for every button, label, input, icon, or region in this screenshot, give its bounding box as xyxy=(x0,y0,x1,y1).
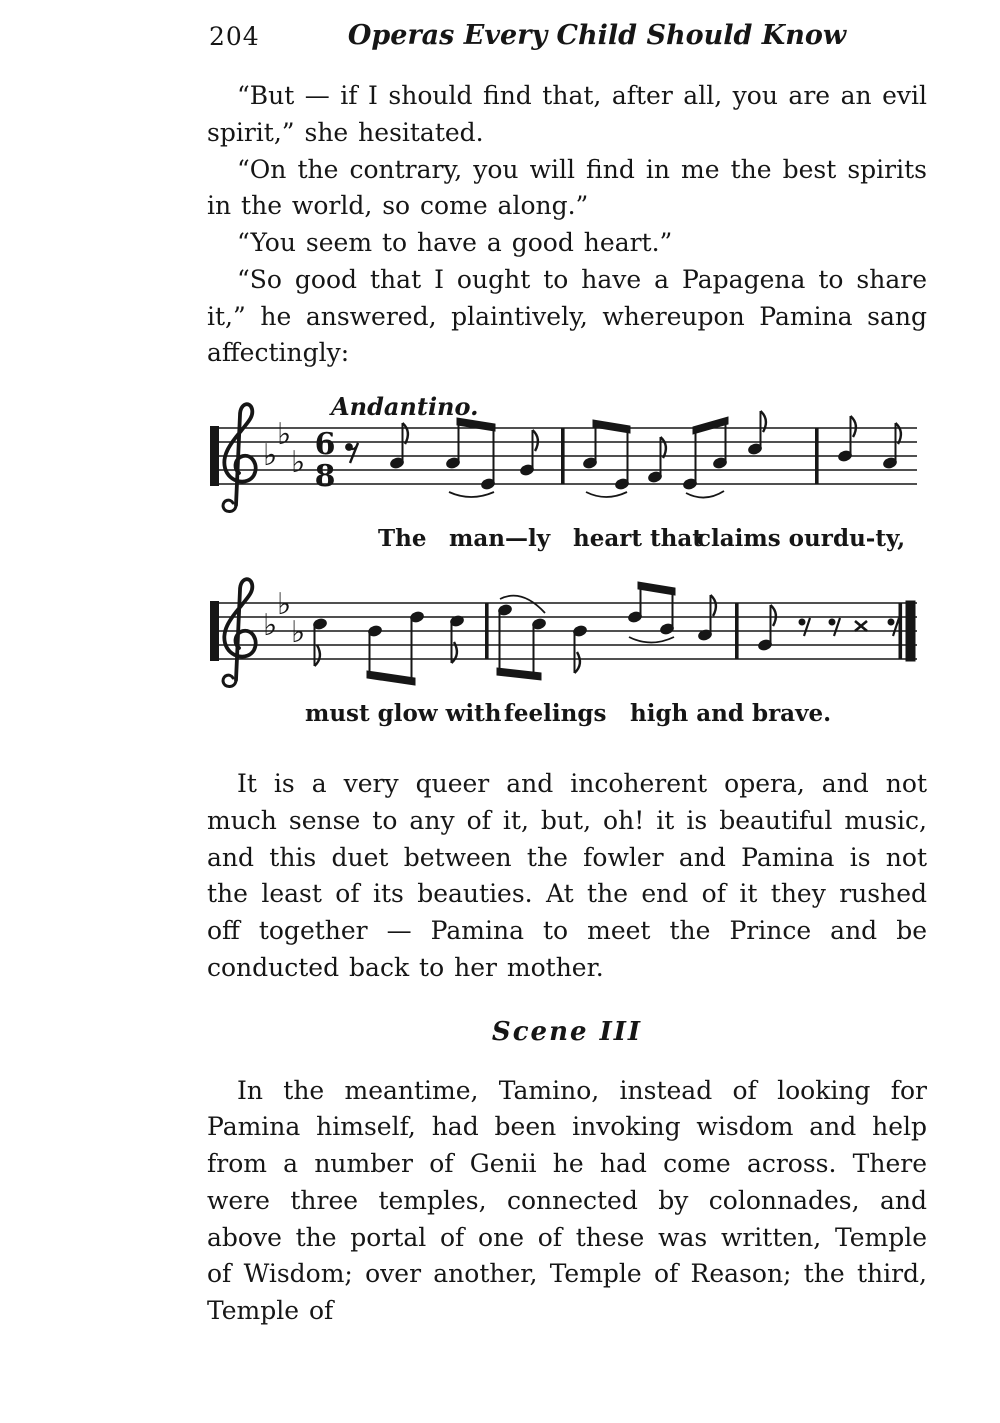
svg-text:♭: ♭ xyxy=(277,417,292,452)
treble-clef-icon xyxy=(223,404,256,511)
time-signature xyxy=(315,427,336,494)
paragraph: It is a very queer and incoherent opera, and not much sense to any of it, but, oh! it is beautiful music, and this duet between the fowler and Pamina is not the least of its beauties. At the end of it they rushed off together — Pamina to meet the Prince and be conducted back to her mother. xyxy=(207,769,927,982)
page-header xyxy=(207,0,927,66)
running-title: Operas Every Child Should Know xyxy=(347,20,847,51)
svg-text:♭: ♭ xyxy=(277,587,292,622)
lyric-syllable: The xyxy=(378,525,427,552)
svg-text:6: 6 xyxy=(314,427,336,462)
staff-1 xyxy=(205,398,925,523)
lyric-syllable: feelings xyxy=(504,700,607,727)
lyric-syllable: man—ly xyxy=(449,525,551,552)
svg-text:♭: ♭ xyxy=(291,445,306,480)
tempo-marking: Andantino. xyxy=(331,392,479,421)
final-barline-thin xyxy=(899,603,902,659)
eighth-rest-icon xyxy=(829,618,840,636)
eighth-rest-icon xyxy=(346,443,358,463)
paragraph: “On the contrary, you will find in me the best spirits in the world, so come along.” xyxy=(207,154,927,221)
treble-clef-icon xyxy=(223,579,256,686)
eighth-rest-icon xyxy=(799,618,810,636)
final-barline-thick xyxy=(906,601,915,661)
lyric-syllable: du-ty, xyxy=(833,525,906,552)
scene-heading: Scene III xyxy=(491,1016,643,1047)
notes xyxy=(312,582,915,685)
paragraph: In the meantime, Tamino, instead of looking for Pamina himself, had been invoking wisdom and help from a number of Genii he had come across. There were three temples, connected by colonnades, and above the portal of one of these was written, Temple of Wisdom; over another, Temple of Reason; the third, Temple of xyxy=(207,1075,927,1325)
paragraph: “You seem to have a good heart.” xyxy=(237,228,673,257)
music-system-2 xyxy=(205,573,929,734)
svg-text:♭: ♭ xyxy=(263,438,278,473)
eighth-rest-icon xyxy=(888,618,899,636)
lyrics-line-2 xyxy=(205,700,929,734)
sixteenth-rest-icon xyxy=(855,621,867,631)
page-number: 204 xyxy=(209,22,260,51)
lyrics-line-1 xyxy=(205,525,929,559)
lyric-syllable: high and brave. xyxy=(630,700,832,727)
svg-text:8: 8 xyxy=(314,459,336,494)
svg-text:♭: ♭ xyxy=(291,615,306,650)
paragraph: “So good that I ought to have a Papagena to share it,” he answered, plaintively, whereupon Pamina sang affectingly: xyxy=(207,264,927,368)
lyric-syllable: heart that xyxy=(573,525,703,552)
staff-2 xyxy=(205,573,925,698)
lyric-syllable: must glow with xyxy=(305,700,502,727)
music-system-1 xyxy=(205,392,929,559)
paragraph: “But — if I should find that, after all, you are an evil spirit,” she hesitated. xyxy=(207,81,927,147)
svg-text:♭: ♭ xyxy=(263,608,278,643)
key-signature-flats xyxy=(263,587,305,650)
lyric-syllable: claims our xyxy=(697,525,833,552)
